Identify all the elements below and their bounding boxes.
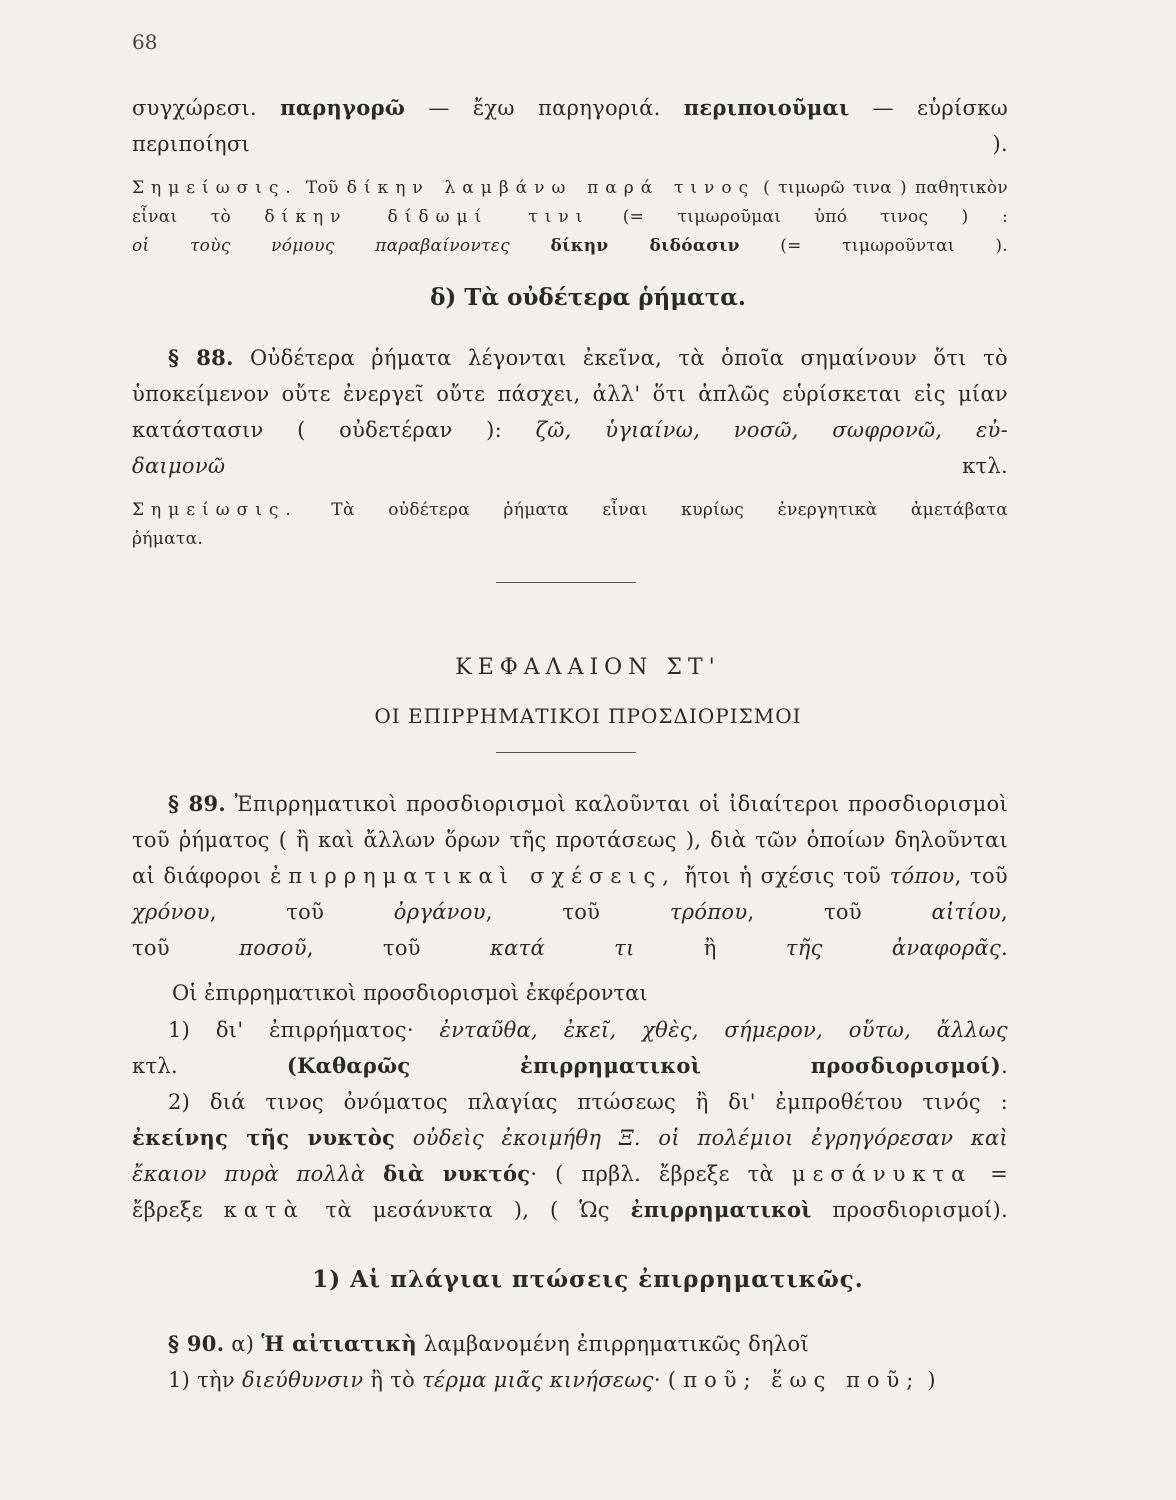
- page-number: 68: [132, 30, 158, 54]
- note-2: Σημείωσις. Τὰ οὐδέτερα ῥήματα εἶναι κυρίως ἐνεργητικὰ ἀμετάβατα ῥήματα.: [132, 500, 1008, 549]
- paragraph-continuation: συγχώρεσι. παρηγορῶ — ἔχω παρηγοριά. περιποιοῦμαι — εὑρίσκω περιποίησι ).: [132, 95, 1008, 156]
- item-1: 1) δι' ἐπιρρήματος· ἐνταῦθα, ἐκεῖ, χθὲς, σήμερον, οὕτω, ἄλλως κτλ. (Καθαρῶς ἐπιρρηματικοὶ προσδιορισμοί).: [132, 1018, 1008, 1078]
- section-90: § 90. α) Ἡ αἰτιατικὴ λαμβανομένη ἐπιρρηματικῶς δηλοῖ 1) τὴν διεύθυνσιν ἢ τὸ τέρμα μιᾶς κινήσεως· ( ποῦ; ἕως ποῦ; ): [168, 1331, 936, 1392]
- section-heading-oblique-cases: 1) Αἱ πλάγιαι πτώσεις ἐπιρρηματικῶς.: [312, 1266, 864, 1293]
- section-88: § 88. Οὐδέτερα ῥήματα λέγονται ἐκεῖνα, τὰ ὁποῖα σημαίνουν ὅτι τὸ ὑποκείμενον οὔτε ἐνεργεῖ οὔτε πάσχει, ἀλλ' ὅτι ἁπλῶς εὑρίσκεται εἰς μίαν κατάστασιν ( οὐδετέραν ): ζῶ, ὑγιαίνω, νοσῶ, σωφρονῶ, εὐ- δαιμονῶ κτλ.: [132, 345, 1009, 478]
- section-89: § 89. Ἐπιρρηματικοὶ προσδιορισμοὶ καλοῦνται οἱ ἰδιαίτεροι προσδιορισμοὶ τοῦ ῥήματος ( ἢ καὶ ἄλλων ὅρων τῆς προτάσεως ), διὰ τῶν ὁποίων δηλοῦνται αἱ διάφοροι ἐπιρρηματικαὶ σχέσεις, ἤτοι ἡ σχέσις τοῦ τόπου, τοῦ χρόνου, τοῦ ὀργάνου, τοῦ τρόπου, τοῦ αἰτίου, τοῦ ποσοῦ, τοῦ κατά τι ἢ τῆς ἀναφορᾶς.: [132, 791, 1008, 960]
- chapter-title: ΟΙ ΕΠΙΡΡΗΜΑΤΙΚΟΙ ΠΡΟΣΔΙΟΡΙΣΜΟΙ: [374, 704, 802, 728]
- note-1: Σημείωσις. Τοῦ δίκην λαμβάνω παρά τινος ( τιμωρῶ τινα ) παθητικὸν εἶναι τὸ δίκην δίδωμί τινι (= τιμωροῦμαι ὑπό τινος ) : οἱ τοὺς νόμους παραβαίνοντες δίκην διδόασιν (= τιμωροῦνται ).: [132, 178, 1009, 256]
- item-2: 2) διά τινος ὀνόματος πλαγίας πτώσεως ἢ δι' ἐμπροθέτου τινός : ἐκείνης τῆς νυκτὸς οὐδεὶς ἐκοιμήθη Ξ. οἱ πολέμιοι ἐγρηγόρεσαν καὶ ἔκαιον πυρὰ πολλὰ διὰ νυκτός· ( πρβλ. ἔβρεξε τὰ μεσάνυκτα = ἔβρεξε κατὰ τὰ μεσάνυκτα ), ( Ὡς ἐπιρρηματικοὶ προσδιορισμοί).: [132, 1090, 1009, 1222]
- subheading-neuter-verbs: δ) Τὰ οὐδέτερα ῥήματα.: [430, 284, 746, 311]
- divider-bottom: [496, 752, 636, 753]
- divider-top: [496, 582, 636, 583]
- section-89-intro: Οἱ ἐπιρρηματικοὶ προσδιορισμοὶ ἐκφέρονται: [172, 981, 648, 1005]
- chapter-label: ΚΕΦΑΛΑΙΟΝ ΣΤ': [455, 655, 721, 680]
